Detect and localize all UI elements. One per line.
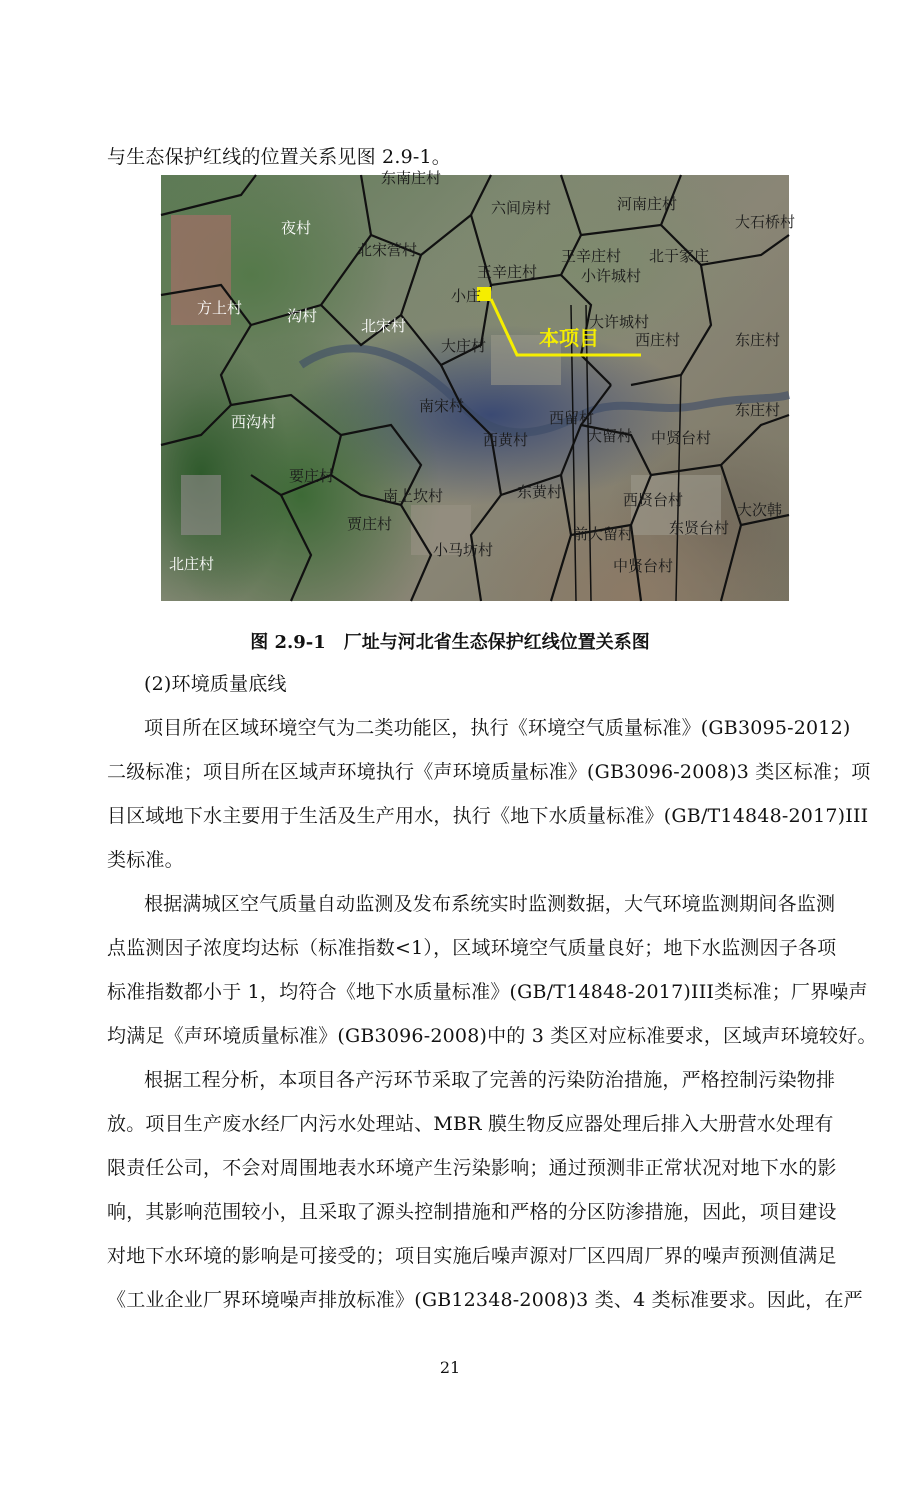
- paragraph-line: 根据满城区空气质量自动监测及发布系统实时监测数据，大气环境监测期间各监测: [144, 893, 836, 915]
- village-label: 沟村: [287, 307, 318, 325]
- paragraph-line: 项目所在区域环境空气为二类功能区，执行《环境空气质量标准》(GB3095-2012): [144, 717, 851, 739]
- paragraph-line: 标准指数都小于 1，均符合《地下水质量标准》(GB/T14848-2017)III类标准；厂界噪声: [107, 981, 868, 1003]
- village-label: 中贤台村: [613, 557, 674, 575]
- village-label: 贾庄村: [347, 515, 393, 533]
- village-label: 夜村: [281, 219, 312, 237]
- village-label: 东南庄村: [381, 169, 442, 187]
- paragraph-line: 根据工程分析，本项目各产污环节采取了完善的污染防治措施，严格控制污染物排: [144, 1069, 836, 1091]
- paragraph-line: 均满足《声环境质量标准》(GB3096-2008)中的 3 类区对应标准要求，区域声环境较好。: [107, 1025, 877, 1047]
- village-label: 大石桥村: [735, 213, 796, 231]
- village-label: 小庄: [451, 287, 482, 305]
- village-label: 北庄村: [169, 555, 215, 573]
- paragraph-line: 限责任公司，不会对周围地表水环境产生污染影响；通过预测非正常状况对地下水的影: [107, 1157, 837, 1179]
- village-label: 西沟村: [231, 413, 277, 431]
- village-label: 西庄村: [635, 331, 681, 349]
- village-label: 西黄村: [483, 431, 529, 449]
- village-label: 北于家庄: [649, 247, 710, 265]
- paragraph-line: 目区域地下水主要用于生活及生产用水，执行《地下水质量标准》(GB/T14848-2017)III: [107, 805, 869, 827]
- figure-caption: 图 2.9-1 厂址与河北省生态保护红线位置关系图: [250, 632, 650, 653]
- village-label: 六间房村: [491, 199, 552, 217]
- village-label: 西贤台村: [623, 491, 684, 509]
- paragraph-line: 二级标准；项目所在区域声环境执行《声环境质量标准》(GB3096-2008)3 类区标准；项: [107, 761, 871, 783]
- satellite-map: [161, 169, 796, 601]
- village-label: 北宋营村: [357, 241, 418, 259]
- section-heading: (2)环境质量底线: [144, 673, 287, 695]
- village-label: 东贤台村: [669, 519, 730, 537]
- village-label: 西留村: [549, 409, 595, 427]
- village-label: 北宋村: [361, 317, 407, 335]
- village-label: 要庄村: [289, 467, 335, 485]
- village-label: 大次韩: [737, 501, 783, 519]
- village-label: 王辛庄村: [477, 263, 538, 281]
- intro-line: 与生态保护红线的位置关系见图 2.9-1。: [107, 146, 451, 168]
- village-label: 东黄村: [517, 483, 563, 501]
- boundary-lines: [161, 175, 789, 601]
- paragraph-line: 点监测因子浓度均达标（标准指数<1），区域环境空气质量良好；地下水监测因子各项: [107, 937, 837, 959]
- page-number: 21: [439, 1358, 461, 1377]
- village-label: 大庄村: [441, 337, 487, 355]
- village-label: 方上村: [197, 299, 243, 317]
- village-label: 南宋村: [419, 397, 465, 415]
- village-label: 大留村: [587, 427, 633, 445]
- paragraph-line: 对地下水环境的影响是可接受的；项目实施后噪声源对厂区四周厂界的噪声预测值满足: [107, 1245, 837, 1267]
- project-label: 本项目: [539, 326, 599, 350]
- village-label: 王辛庄村: [561, 247, 622, 265]
- village-label: 小马坊村: [433, 541, 494, 559]
- village-label: 河南庄村: [617, 195, 678, 213]
- paragraph-line: 响，其影响范围较小，且采取了源头控制措施和严格的分区防渗措施，因此，项目建设: [107, 1201, 837, 1223]
- village-label: 南上坎村: [383, 487, 444, 505]
- paragraph-line: 《工业企业厂界环境噪声排放标准》(GB12348-2008)3 类、4 类标准要求。因此，在严: [107, 1289, 863, 1311]
- village-label: 小许城村: [581, 267, 642, 285]
- village-label: 东庄村: [735, 401, 781, 419]
- map-overlay: [161, 169, 796, 601]
- paragraph-line: 放。项目生产废水经厂内污水处理站、MBR 膜生物反应器处理后排入大册营水处理有: [107, 1113, 834, 1135]
- village-label: 大许城村: [589, 313, 650, 331]
- village-label: 东庄村: [735, 331, 781, 349]
- village-label: 中贤台村: [651, 429, 712, 447]
- village-label: 前大留村: [573, 525, 634, 543]
- paragraph-line: 类标准。: [107, 849, 184, 871]
